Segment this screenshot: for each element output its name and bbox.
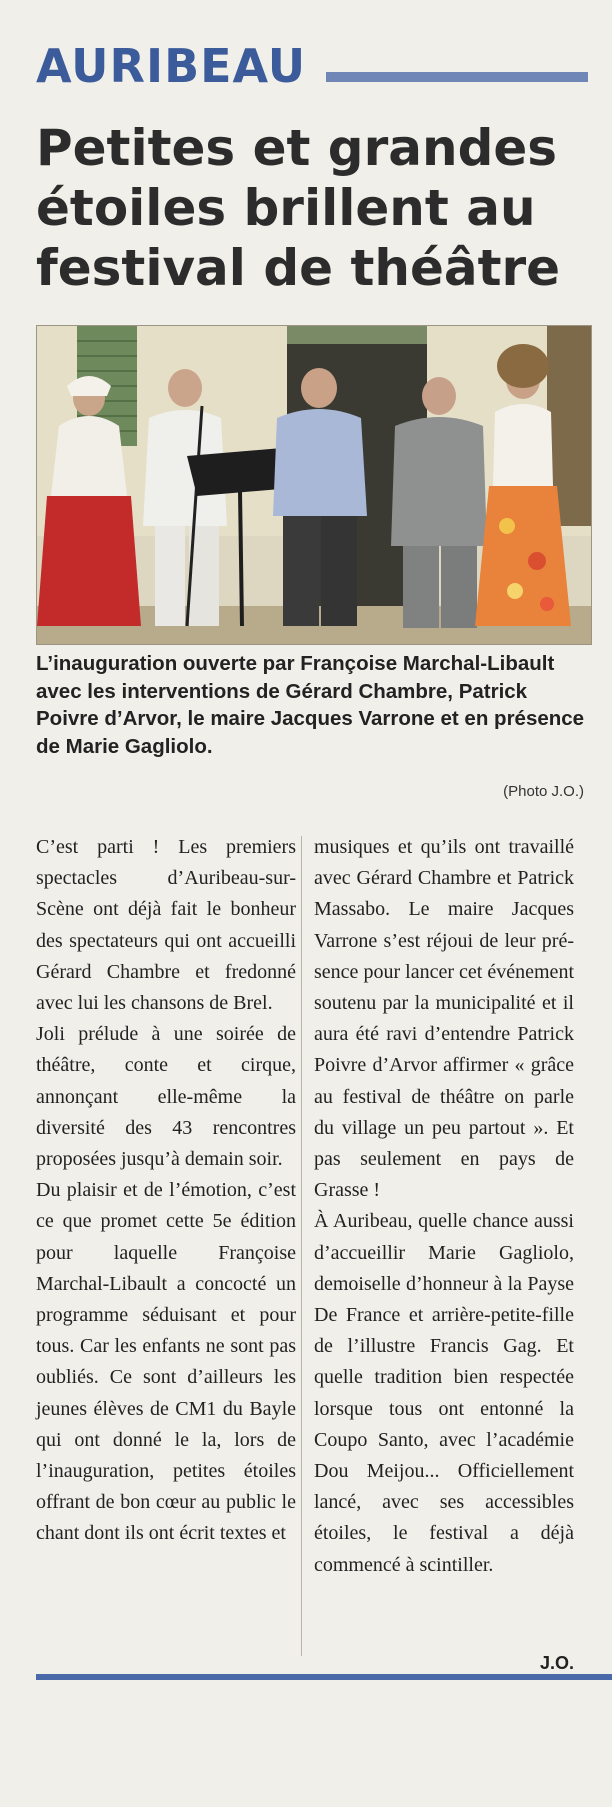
body-paragraph: musiques et qu’ils ont travaillé avec Gérard Chambre et Patrick Massabo. Le maire Jacques Varrone s’est réjoui de leur présence pour lancer cet événement soutenu par la municipalité et il aura été ravi d’entendre Patrick Poivre d’Arvor affirmer « grâce au festival de théâtre on parle du village un peu partout ». Et pas seulement en pays de Grasse !: [314, 836, 574, 1202]
body-paragraph: C’est parti ! Les premiers spectacles d’Auribeau-sur-Scène ont déjà fait le bonheur des spectateurs qui ont accueilli Gérard Chambre et fredonné avec lui les chansons de Brel.: [36, 836, 296, 1015]
body-column-left: [36, 832, 296, 1550]
inauguration-photo: [36, 325, 592, 645]
body-column-right: [314, 832, 574, 1673]
body-paragraph: Joli prélude à une soirée de théâtre, conte et cirque, annonçant elle-même la diversité des 43 rencontres proposées jusqu’à demain soir.: [36, 1023, 296, 1171]
headline: Petites et grandes étoiles brillent au festival de théâtre: [36, 119, 561, 297]
bottom-rule: [36, 1674, 612, 1680]
section-kicker: AURIBEAU: [36, 39, 307, 93]
body-paragraph: Du plaisir et de l’émotion, c’est ce que promet cette 5e édition pour laquelle Françoise Marchal-Libault a concocté un programme séduisant et pour tous. Car les enfants ne sont pas oubliés. Ce sont d’ailleurs les jeunes élèves de CM1 du Bayle qui ont donné le la, lors de l’inauguration, petites étoiles offrant de bon cœur au public le chant dont ils ont écrit textes et: [36, 1179, 296, 1545]
photo-credit: (Photo J.O.): [503, 783, 584, 800]
body-paragraph: À Auribeau, quelle chance aussi d’accueillir Marie Gagliolo, demoiselle d’honneur à la Payse De France et arrière-petite-fille de l’illustre Francis Gag. Et quelle tradition bien respectée lorsque tous ont entonné la Coupo Santo, avec l’académie Dou Meijou... Officiellement lancé, avec ses accessibles étoiles, le festival a déjà commencé à scintiller.: [314, 1210, 574, 1576]
photo-caption: L’inauguration ouverte par Françoise Marchal-Libault avec les interventions de Gérard Chambre, Patrick Poivre d’Arvor, le maire Jacques Varrone et en présence de Marie Gagliolo.: [36, 652, 585, 758]
author-signoff: J.O.: [539, 1653, 574, 1673]
column-divider: [301, 836, 302, 1656]
kicker-rule: [326, 72, 588, 82]
